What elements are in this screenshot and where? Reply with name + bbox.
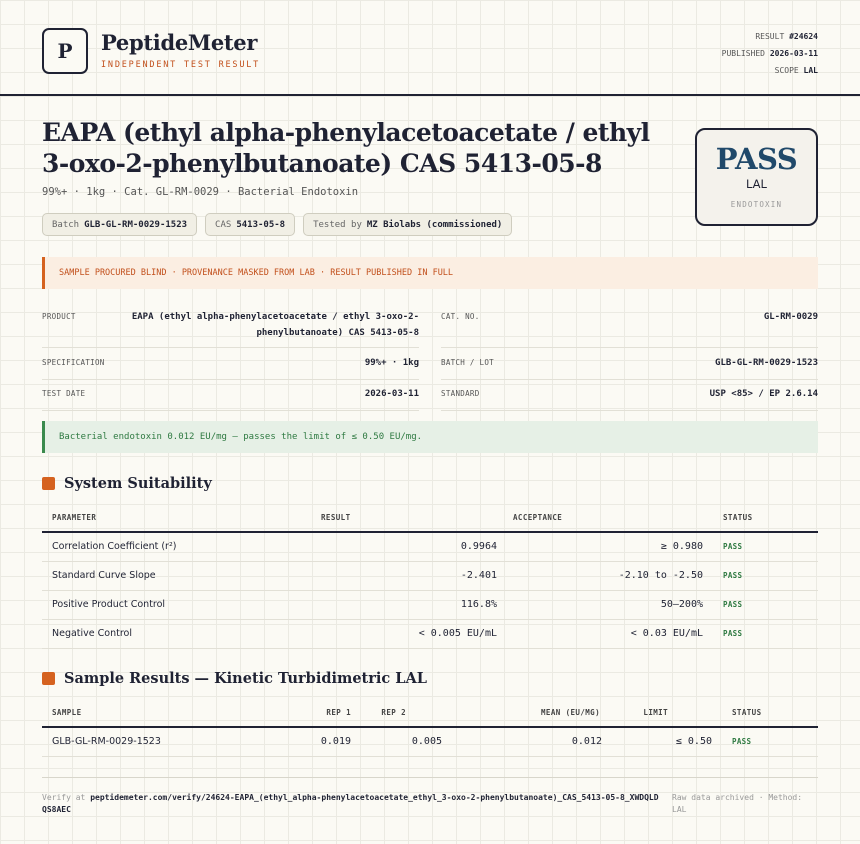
scope-value: LAL [803,66,818,75]
col-rep1: REP 1 [272,698,361,727]
standard-value: USP <85> / EP 2.6.14 [709,389,818,399]
suitability-heading [42,475,212,492]
cas-chip [205,213,295,236]
verify-prefix: Verify at [42,793,86,802]
sample-cell: GLB-GL-RM-0029-1523 [42,727,272,756]
scope-row [722,62,818,79]
chip-row [42,213,512,236]
catno-value: GL-RM-0029 [763,312,818,322]
result-cell: < 0.005 EU/mL [311,619,507,648]
blind-notice [42,257,818,289]
brand-name: PeptideMeter [101,30,258,55]
acceptance-cell: -2.10 to -2.50 [507,561,713,590]
published-row [722,45,818,62]
verify-link[interactable]: peptidemeter.com/verify/24624-EAPA_(ethyl_alpha-phenylacetoacetate_ethyl_3-oxo-2-phenylbutanoate)_CAS_5413-05-8_XWDQLDQS8AEC [42,793,659,814]
product-value: EAPA (ethyl alpha-phenylacetoacetate / ethyl 3-oxo-2-phenylbutanoate) CAS 5413-05-8 [131,312,419,338]
tested-by-chip-label: Tested by [313,219,362,230]
pass-stamp [695,128,818,226]
col-mean: MEAN (EU/MG) [452,698,612,727]
parameter-cell: Positive Product Control [42,590,311,619]
catno-label: CAT. NO. [441,312,480,321]
mean-cell: 0.012 [452,727,612,756]
acceptance-cell: ≥ 0.980 [507,532,713,561]
parameter-cell: Standard Curve Slope [42,561,311,590]
batch-label: BATCH / LOT [441,358,494,367]
info-batch [441,354,818,380]
tested-by-chip [303,213,512,236]
col-rep2: REP 2 [361,698,452,727]
suitability-title: System Suitability [64,475,212,492]
published-date: 2026-03-11 [769,49,818,58]
verdict-text: PASS [715,142,798,176]
result-cell: 116.8% [311,590,507,619]
result-cell: -2.401 [311,561,507,590]
batch-value: GLB-GL-RM-0029-1523 [715,358,818,368]
batch-chip-value: GLB-GL-RM-0029-1523 [84,219,188,230]
report-meta [722,28,818,79]
archive-note: Raw data archived · Method: LAL [672,793,803,814]
samples-table [42,698,818,757]
spec-value: 99%+ · 1kg [364,358,419,368]
rep2-cell: 0.005 [361,727,452,756]
info-spec [42,354,419,380]
verdict-scope: ENDOTOXIN [730,200,783,209]
status-badge: PASS [713,619,818,648]
status-badge: PASS [713,561,818,590]
info-date [42,385,419,411]
scope-label: SCOPE [774,66,799,75]
samples-title: Sample Results — Kinetic Turbidimetric LAL [64,670,427,687]
rep1-cell: 0.019 [272,727,361,756]
table-row [42,532,818,561]
blind-notice-text: SAMPLE PROCURED BLIND · PROVENANCE MASKED FROM LAB · RESULT PUBLISHED IN FULL [59,268,454,278]
result-id-row [722,28,818,45]
col-parameter: PARAMETER [42,503,311,532]
col-result: RESULT [311,503,507,532]
result-cell: 0.9964 [311,532,507,561]
logo-letter: P [57,39,73,63]
suitability-table [42,503,818,649]
acceptance-cell: < 0.03 EU/mL [507,619,713,648]
product-subtitle: 99%+ · 1kg · Cat. GL-RM-0029 · Bacterial Endotoxin [42,186,359,198]
result-id-label: RESULT [755,32,785,41]
samples-heading [42,670,427,687]
cas-chip-value: 5413-05-8 [236,219,286,230]
status-badge: PASS [713,590,818,619]
acceptance-cell: 50–200% [507,590,713,619]
status-badge: PASS [713,532,818,561]
tested-by-chip-value: MZ Biolabs (commissioned) [366,219,503,230]
table-header-row [42,503,818,532]
result-summary [42,421,818,453]
section-marker-icon [42,672,55,685]
table-row [42,561,818,590]
batch-chip-label: Batch [52,219,80,230]
result-summary-text: Bacterial endotoxin 0.012 EU/mg — passes the limit of ≤ 0.50 EU/mg. [59,432,423,442]
standard-label: STANDARD [441,389,480,398]
cas-chip-label: CAS [215,219,232,230]
verify-text [42,792,662,816]
product-title: EAPA (ethyl alpha-phenylacetoacetate / ethyl 3-oxo-2-phenylbutanoate) CAS 5413-05-8 [42,118,650,178]
col-limit: LIMIT [612,698,722,727]
date-label: TEST DATE [42,389,86,398]
verdict-method: LAL [746,177,767,191]
table-header-row [42,698,818,727]
report-header [0,0,860,96]
table-row [42,619,818,648]
logo-mark [42,28,88,74]
limit-cell: ≤ 0.50 [612,727,722,756]
result-id: #24624 [789,32,818,41]
info-product [42,308,419,348]
col-status: STATUS [713,503,818,532]
published-label: PUBLISHED [721,49,765,58]
table-row [42,590,818,619]
col-status: STATUS [722,698,818,727]
brand-tagline: INDEPENDENT TEST RESULT [101,60,261,70]
col-acceptance: ACCEPTANCE [507,503,713,532]
parameter-cell: Negative Control [42,619,311,648]
status-badge: PASS [722,727,818,756]
report-footer [42,777,818,814]
info-standard [441,385,818,411]
section-marker-icon [42,477,55,490]
spec-label: SPECIFICATION [42,358,105,367]
date-value: 2026-03-11 [364,389,419,399]
table-row [42,727,818,756]
info-catno [441,308,818,348]
batch-chip [42,213,197,236]
col-sample: SAMPLE [42,698,272,727]
product-label: PRODUCT [42,312,76,321]
parameter-cell: Correlation Coefficient (r²) [42,532,311,561]
